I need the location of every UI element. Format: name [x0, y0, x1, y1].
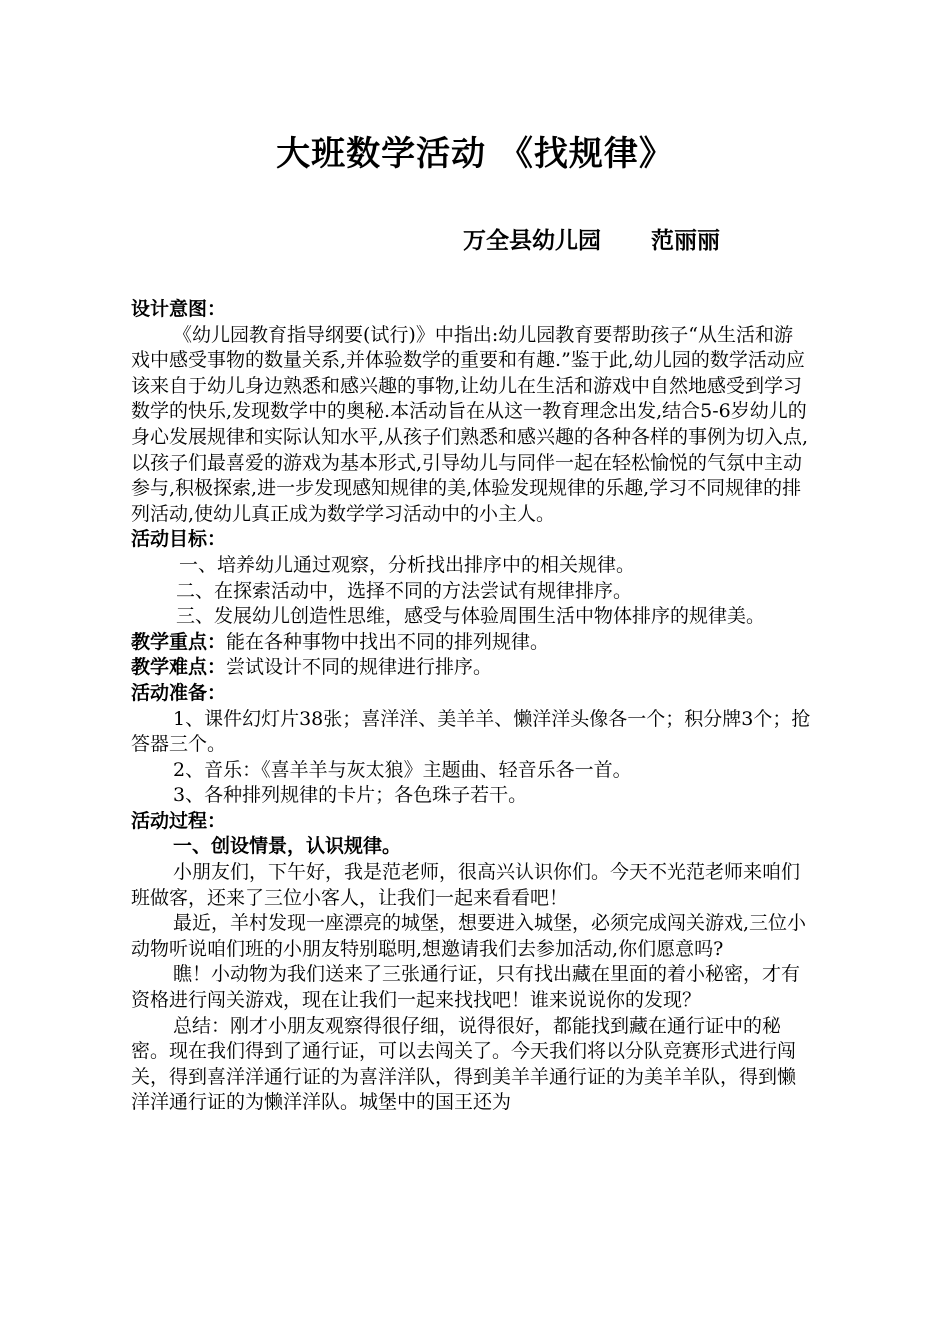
- process-paragraph: 最近，羊村发现一座漂亮的城堡，想要进入城堡，必须完成闯关游戏,三位小动物听说咱们班的小朋友特别聪明,想邀请我们去参加活动,你们愿意吗?: [131, 912, 807, 960]
- process-paragraph: 总结：刚才小朋友观察得很仔细，说得很好，都能找到藏在通行证中的秘密。现在我们得到了通行证，可以去闯关了。今天我们将以分队竞赛形式进行闯关，得到喜洋洋通行证的为喜洋洋队，得到美羊羊通行证的为美羊羊队，得到懒洋洋通行证的为懒洋洋队。城堡中的国王还为: [131, 1014, 797, 1114]
- author-line: [463, 222, 720, 255]
- process-paragraph: 小朋友们，下午好，我是范老师，很高兴认识你们。今天不光范老师来咱们班做客，还来了三位小客人，让我们一起来看看吧！: [131, 861, 801, 909]
- preparation-item: 3、各种排列规律的卡片；各色珠子若干。: [173, 784, 528, 807]
- process-heading: 活动过程：: [131, 809, 227, 832]
- difficulty-text: 尝试设计不同的规律进行排序。: [226, 656, 493, 679]
- preparation-item: 1、课件幻灯片38张；喜洋洋、美羊羊、懒洋洋头像各一个；积分牌3个；抢答器三个。: [131, 707, 811, 756]
- preparation-heading: 活动准备：: [131, 681, 227, 704]
- key-point: [131, 630, 811, 656]
- process-paragraph: 瞧！小动物为我们送来了三张通行证，只有找出藏在里面的着小秘密，才有资格进行闯关游戏，现在让我们一起来找找吧！谁来说说你的发现？: [131, 963, 801, 1012]
- design-heading: 设计意图：: [131, 298, 227, 320]
- difficulty-label: 教学难点：: [131, 656, 227, 679]
- key-point-text: 能在各种事物中找出不同的排列规律。: [226, 630, 550, 653]
- preparation-item: 2、音乐：《喜羊羊与灰太狼》主题曲、轻音乐各一首。: [173, 758, 632, 781]
- author-org: 万全县幼儿园: [463, 228, 601, 254]
- document-title: 大班数学活动 《找规律》: [276, 134, 674, 174]
- author-name: 范丽丽: [651, 228, 720, 254]
- goal-item: 一、培养幼儿通过观察，分析找出排序中的相关规律。: [179, 553, 636, 576]
- goal-item: 三、发展幼儿创造性思维，感受与体验周围生活中物体排序的规律美。: [176, 605, 766, 628]
- process-step-heading: 一、创设情景，认识规律。: [173, 835, 402, 858]
- document-body: [131, 297, 811, 1116]
- difficulty: [131, 655, 811, 681]
- goal-item: 二、在探索活动中，选择不同的方法尝试有规律排序。: [176, 579, 633, 602]
- design-paragraph: 《幼儿园教育指导纲要(试行)》中指出:幼儿园教育要帮助孩子“从生活和游戏中感受事物的数量关系,并体验数学的重要和有趣.”鉴于此,幼儿园的数学活动应该来自于幼儿身边熟悉和感兴趣的事物,让幼儿在生活和游戏中自然地感受到学习数学的快乐,发现数学中的奥秘.本活动旨在从这一教育理念出发,结合5-6岁幼儿的身心发展规律和实际认知水平,从孩子们熟悉和感兴趣的各种各样的事例为切入点,以孩子们最喜爱的游戏为基本形式,引导幼儿与同伴一起在轻松愉悦的气氛中主动参与,积极探索,进一步发现感知规律的美,体验发现规律的乐趣,学习不同规律的排列活动,使幼儿真正成为数学学习活动中的小主人。: [131, 323, 809, 525]
- goals-heading: 活动目标：: [131, 528, 227, 551]
- key-point-label: 教学重点：: [131, 630, 227, 653]
